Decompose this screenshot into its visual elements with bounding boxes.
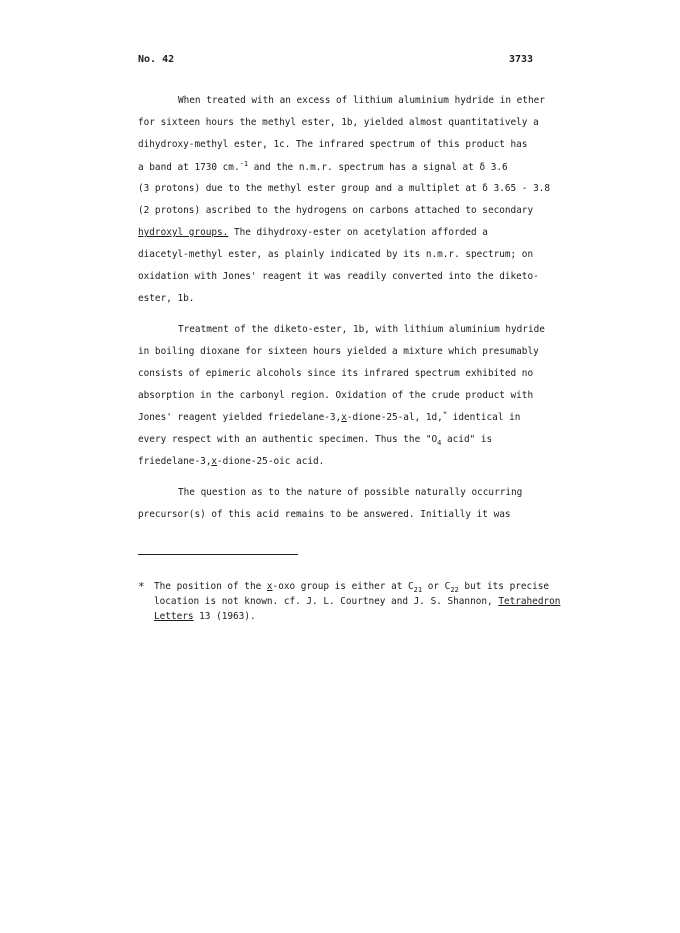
text-span: -dione-25-oic acid. <box>217 456 325 467</box>
text-span: Jones' reagent yielded friedelane-3, <box>138 412 342 423</box>
text-span: The dihydroxy-ester on acetylation afforded a <box>228 227 488 238</box>
paragraph-1-line-9: oxidation with Jones' reagent it was readily converted into the diketo- <box>138 271 539 282</box>
journal-title: Letters <box>154 611 194 622</box>
paragraph-1-line-3: dihydroxy-methyl ester, 1c. The infrared spectrum of this product has <box>138 139 528 150</box>
paragraph-2-line-7 <box>138 456 324 467</box>
journal-title: Tetrahedron <box>498 596 561 607</box>
paragraph-2-line-3: consists of epimeric alcohols since its infrared spectrum exhibited no <box>138 368 534 379</box>
text-span: and the n.m.r. spectrum has a signal at δ 3.6 <box>248 162 508 173</box>
paragraph-1-line-4 <box>138 162 508 173</box>
footnote-divider <box>138 554 298 555</box>
superscript: -1 <box>239 160 249 168</box>
text-span: but its precise <box>458 581 550 592</box>
footnote-line-2 <box>154 596 560 607</box>
page-number: 3733 <box>509 54 534 65</box>
footnote-star: * <box>138 580 145 593</box>
paragraph-2-line-4: absorption in the carbonyl region. Oxidation of the crude product with <box>138 390 534 401</box>
text-span: every respect with an authentic specimen. Thus the "O <box>138 434 438 445</box>
paragraph-1-line-8: diacetyl-methyl ester, as plainly indicated by its n.m.r. spectrum; on <box>138 249 534 260</box>
footnote-line-3 <box>154 611 256 622</box>
text-span: 13 (1963). <box>193 611 256 622</box>
text-span: identical in <box>447 412 521 423</box>
underlined-text: hydroxyl groups. <box>138 227 229 238</box>
footnote-marker: * <box>442 410 448 418</box>
paragraph-2-line-6 <box>138 434 492 445</box>
underlined-x: x <box>211 456 218 467</box>
text-span: -oxo group is either at C <box>272 581 414 592</box>
subscript: 4 <box>437 439 442 447</box>
underlined-x: x <box>266 581 273 592</box>
paragraph-2-line-2: in boiling dioxane for sixteen hours yielded a mixture which presumably <box>138 346 539 357</box>
paragraph-2-line-5 <box>138 412 520 423</box>
subscript: 22 <box>450 586 459 594</box>
text-span: -dione-25-al, 1d, <box>346 412 443 423</box>
paragraph-1-line-5: (3 protons) due to the methyl ester group and a multiplet at δ 3.65 - 3.8 <box>138 183 551 194</box>
paragraph-1-line-1: When treated with an excess of lithium aluminium hydride in ether <box>178 95 545 106</box>
text-span: The position of the <box>154 581 267 592</box>
text-span: friedelane-3, <box>138 456 212 467</box>
paragraph-3-line-1: The question as to the nature of possible naturally occurring <box>178 487 523 498</box>
journal-number: No. 42 <box>138 54 175 65</box>
paragraph-3-line-2: precursor(s) of this acid remains to be answered. Initially it was <box>138 509 511 520</box>
text-span: location is not known. cf. J. L. Courtney and J. S. Shannon, <box>154 596 499 607</box>
text-span: or C <box>422 581 451 592</box>
paragraph-1-line-2: for sixteen hours the methyl ester, 1b, yielded almost quantitatively a <box>138 117 539 128</box>
paragraph-1-line-6: (2 protons) ascribed to the hydrogens on carbons attached to secondary <box>138 205 534 216</box>
text-span: acid" is <box>441 434 493 445</box>
text-span: a band at 1730 cm. <box>138 162 240 173</box>
footnote-line-1 <box>154 581 549 592</box>
paragraph-1-line-10: ester, 1b. <box>138 293 195 304</box>
paragraph-1-line-7 <box>138 227 488 238</box>
subscript: 21 <box>413 586 423 594</box>
underlined-x: x <box>341 412 347 423</box>
paragraph-2-line-1: Treatment of the diketo-ester, 1b, with lithium aluminium hydride <box>178 324 545 335</box>
